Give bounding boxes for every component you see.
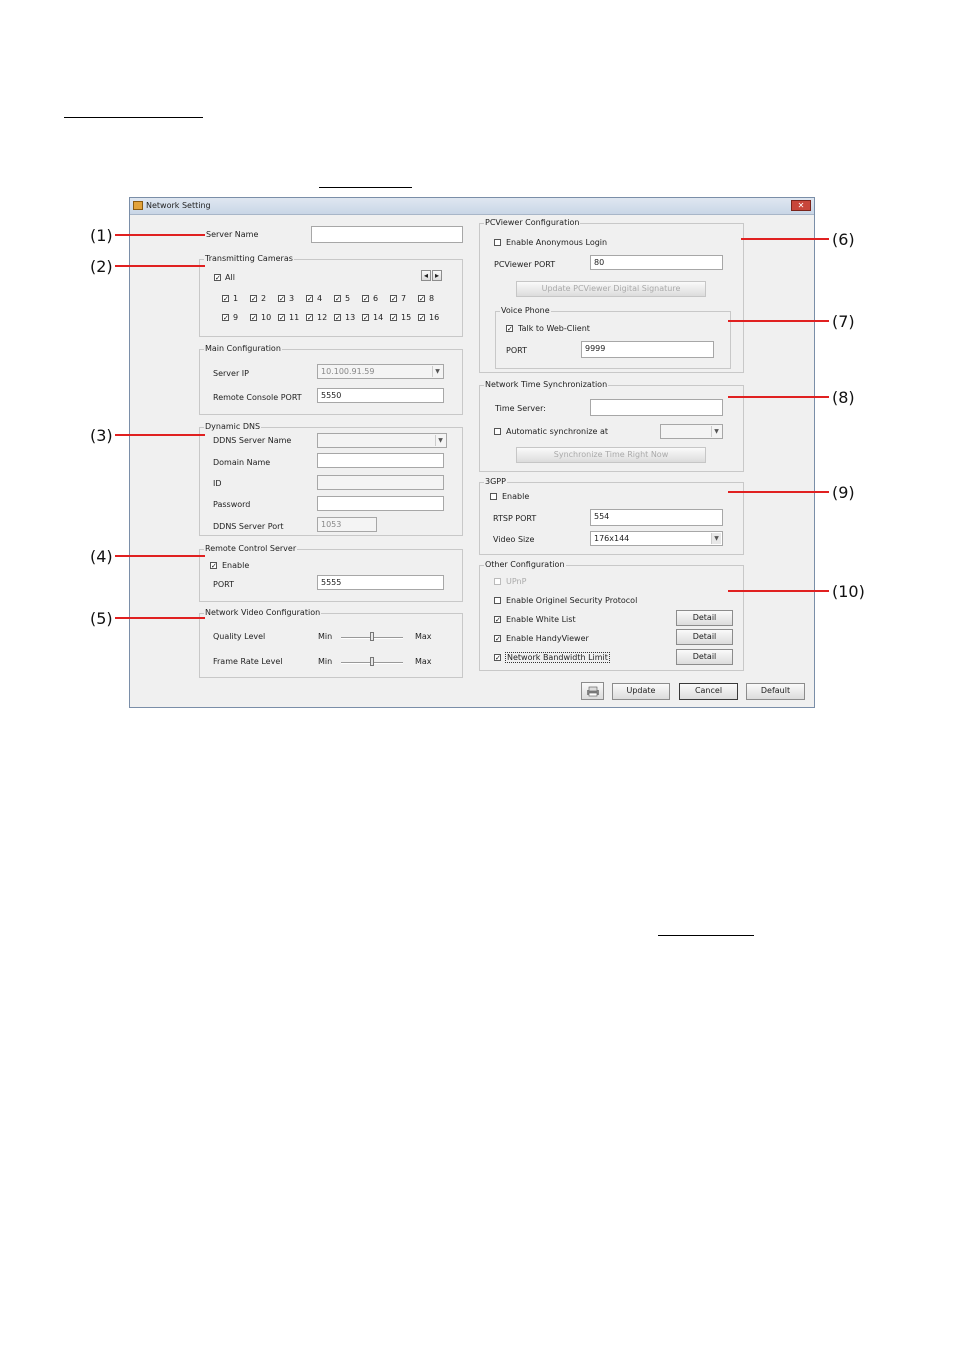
- upnp-checkbox: [494, 578, 501, 585]
- video-size-dropdown[interactable]: [590, 531, 723, 546]
- camera-label: 14: [373, 313, 384, 322]
- bandwidth-limit-checkbox[interactable]: [494, 654, 501, 661]
- other-configuration-group: [479, 560, 744, 671]
- ddns-server-port-input[interactable]: 1053: [317, 517, 377, 532]
- chevron-down-icon: ▼: [711, 426, 721, 437]
- domain-name-input[interactable]: [317, 453, 444, 468]
- network-time-sync-title: Network Time Synchronization: [485, 380, 608, 389]
- callout-label-4: (4): [90, 547, 113, 566]
- dynamic-dns-title: Dynamic DNS: [205, 422, 261, 431]
- network-video-configuration-title: Network Video Configuration: [205, 608, 321, 617]
- camera-label: 10: [261, 313, 272, 322]
- callout-label-10: (10): [832, 582, 865, 601]
- callout-line-3: [115, 434, 205, 436]
- ddns-server-name-label: DDNS Server Name: [213, 436, 292, 445]
- printer-icon: [586, 686, 600, 697]
- callout-line-6: [741, 238, 829, 240]
- white-list-checkbox[interactable]: [494, 616, 501, 623]
- camera-checkbox[interactable]: [334, 295, 341, 302]
- camera-checkbox[interactable]: [390, 314, 397, 321]
- pcviewer-configuration-title: PCViewer Configuration: [485, 218, 580, 227]
- callout-line-4: [115, 555, 205, 557]
- main-configuration-title: Main Configuration: [205, 344, 281, 353]
- other-configuration-title: Other Configuration: [485, 560, 565, 569]
- remote-control-server-title: Remote Control Server: [205, 544, 297, 553]
- camera-checkbox[interactable]: [418, 295, 425, 302]
- handyviewer-label: Enable HandyViewer: [506, 634, 589, 643]
- auto-synchronize-label: Automatic synchronize at: [506, 427, 609, 436]
- camera-checkbox[interactable]: [306, 314, 313, 321]
- framerate-max-label: Max: [415, 657, 432, 666]
- pcviewer-port-input[interactable]: 80: [590, 255, 723, 270]
- callout-label-6: (6): [832, 230, 855, 249]
- ddns-server-name-dropdown[interactable]: [317, 433, 447, 448]
- heading-underline: [64, 117, 203, 118]
- 3gpp-title: 3GPP: [485, 477, 506, 486]
- camera-checkbox[interactable]: [222, 295, 229, 302]
- 3gpp-enable-label: Enable: [502, 492, 530, 501]
- anonymous-login-label: Enable Anonymous Login: [506, 238, 608, 247]
- pcviewer-configuration-group: [479, 218, 744, 373]
- camera-label: 11: [289, 313, 300, 322]
- ddns-id-label: ID: [213, 479, 222, 488]
- server-ip-dropdown[interactable]: [317, 364, 444, 379]
- chevron-down-icon: ▼: [711, 533, 721, 544]
- callout-line-2: [115, 265, 205, 267]
- rtsp-port-label: RTSP PORT: [493, 514, 537, 523]
- talk-to-web-client-label: Talk to Web-Client: [518, 324, 590, 333]
- video-size-value: 176x144: [594, 534, 630, 543]
- camera-prev-button[interactable]: ◂: [421, 270, 431, 281]
- domain-name-label: Domain Name: [213, 458, 271, 467]
- remote-control-port-label: PORT: [213, 580, 234, 589]
- ddns-server-port-label: DDNS Server Port: [213, 522, 284, 531]
- camera-label: 9: [233, 313, 239, 322]
- camera-checkbox[interactable]: [306, 295, 313, 302]
- callout-line-8: [728, 396, 829, 398]
- callout-line-9: [728, 491, 829, 493]
- network-time-sync-group: [479, 380, 744, 472]
- camera-label: 8: [429, 294, 435, 303]
- voice-phone-port-label: PORT: [506, 346, 527, 355]
- voice-phone-title: Voice Phone: [501, 306, 550, 315]
- camera-label: 2: [261, 294, 267, 303]
- security-protocol-label: Enable Originel Security Protocol: [506, 596, 638, 605]
- server-ip-value: 10.100.91.59: [321, 367, 375, 376]
- server-name-label: Server Name: [206, 230, 259, 239]
- camera-checkbox[interactable]: [278, 314, 285, 321]
- callout-label-2: (2): [90, 257, 113, 276]
- 3gpp-group: [479, 477, 744, 555]
- white-list-detail-button[interactable]: Detail: [676, 610, 733, 626]
- camera-checkbox[interactable]: [362, 314, 369, 321]
- main-configuration-group: [199, 344, 463, 415]
- security-protocol-checkbox[interactable]: [494, 597, 501, 604]
- synchronize-now-button[interactable]: Synchronize Time Right Now: [516, 447, 706, 463]
- upnp-label: UPnP: [506, 577, 527, 586]
- default-button[interactable]: Default: [746, 683, 805, 700]
- update-button[interactable]: Update: [612, 683, 670, 700]
- ddns-password-label: Password: [213, 500, 251, 509]
- camera-checkbox[interactable]: [390, 295, 397, 302]
- bandwidth-limit-detail-button[interactable]: Detail: [676, 649, 733, 665]
- callout-line-10: [728, 590, 829, 592]
- quality-slider-thumb[interactable]: [370, 632, 374, 641]
- chevron-down-icon: ▼: [432, 366, 442, 377]
- auto-synchronize-checkbox[interactable]: [494, 428, 501, 435]
- camera-label: 13: [345, 313, 356, 322]
- pcviewer-port-label: PCViewer PORT: [494, 260, 556, 269]
- camera-label: 1: [233, 294, 239, 303]
- remote-control-enable-label: Enable: [222, 561, 250, 570]
- app-icon: [133, 201, 143, 210]
- camera-label: 3: [289, 294, 295, 303]
- camera-label: 12: [317, 313, 328, 322]
- callout-label-7: (7): [832, 312, 855, 331]
- server-name-input[interactable]: [311, 226, 463, 243]
- window-title: Network Setting: [146, 201, 211, 210]
- anonymous-login-checkbox[interactable]: [494, 239, 501, 246]
- camera-checkbox[interactable]: [222, 314, 229, 321]
- camera-checkbox[interactable]: [418, 314, 425, 321]
- white-list-label: Enable White List: [506, 615, 576, 624]
- rtsp-port-input[interactable]: 554: [590, 509, 723, 526]
- voice-phone-group: [495, 306, 731, 369]
- ddns-id-input[interactable]: [317, 475, 444, 490]
- remote-control-server-group: [199, 544, 463, 602]
- camera-label: 5: [345, 294, 351, 303]
- chevron-down-icon: ▼: [435, 435, 445, 446]
- framerate-slider-thumb[interactable]: [370, 657, 374, 666]
- update-digital-signature-button[interactable]: Update PCViewer Digital Signature: [516, 281, 706, 297]
- network-video-configuration-group: [199, 608, 463, 678]
- cancel-button[interactable]: Cancel: [679, 683, 738, 700]
- link-underline-top[interactable]: [319, 187, 412, 188]
- remote-control-port-input[interactable]: 5555: [317, 575, 444, 590]
- callout-line-1: [115, 234, 205, 236]
- camera-label: 4: [317, 294, 323, 303]
- camera-checkbox[interactable]: [334, 314, 341, 321]
- camera-checkbox[interactable]: [362, 295, 369, 302]
- handyviewer-checkbox[interactable]: [494, 635, 501, 642]
- camera-next-button[interactable]: ▸: [432, 270, 442, 281]
- auto-sync-time-dropdown[interactable]: [660, 424, 723, 439]
- 3gpp-enable-checkbox[interactable]: [490, 493, 497, 500]
- framerate-min-label: Min: [318, 657, 333, 666]
- quality-max-label: Max: [415, 632, 432, 641]
- frame-rate-level-label: Frame Rate Level: [213, 657, 283, 666]
- camera-label: 7: [401, 294, 407, 303]
- voice-phone-port-input[interactable]: 9999: [581, 341, 714, 358]
- camera-checkbox[interactable]: [278, 295, 285, 302]
- quality-level-label: Quality Level: [213, 632, 266, 641]
- callout-label-9: (9): [832, 483, 855, 502]
- callout-line-5: [115, 617, 205, 619]
- remote-console-port-label: Remote Console PORT: [213, 393, 302, 402]
- camera-label: 16: [429, 313, 440, 322]
- transmitting-cameras-group: [199, 254, 463, 337]
- callout-line-7: [728, 320, 829, 322]
- link-underline-bottom[interactable]: [658, 935, 754, 936]
- bandwidth-limit-label: Network Bandwidth Limit: [507, 653, 608, 662]
- talk-to-web-client-checkbox[interactable]: [506, 325, 513, 332]
- handyviewer-detail-button[interactable]: Detail: [676, 629, 733, 645]
- callout-label-8: (8): [832, 388, 855, 407]
- all-cameras-label: All: [225, 273, 235, 282]
- callout-label-5: (5): [90, 609, 113, 628]
- video-size-label: Video Size: [493, 535, 535, 544]
- camera-label: 15: [401, 313, 412, 322]
- network-setting-window: [129, 197, 815, 708]
- ddns-password-input[interactable]: [317, 496, 444, 511]
- camera-checkbox[interactable]: [250, 314, 257, 321]
- close-button[interactable]: ✕: [791, 200, 811, 211]
- title-bar[interactable]: [130, 198, 814, 215]
- remote-console-port-input[interactable]: 5550: [317, 388, 444, 403]
- camera-label: 6: [373, 294, 379, 303]
- time-server-input[interactable]: [590, 399, 723, 416]
- transmitting-cameras-title: Transmitting Cameras: [205, 254, 293, 263]
- camera-checkbox[interactable]: [250, 295, 257, 302]
- remote-control-enable-checkbox[interactable]: [210, 562, 217, 569]
- save-icon-button[interactable]: [581, 682, 604, 700]
- dynamic-dns-group: [199, 422, 463, 536]
- server-ip-label: Server IP: [213, 369, 249, 378]
- all-cameras-checkbox[interactable]: [214, 274, 221, 281]
- time-server-label: Time Server:: [495, 404, 546, 413]
- quality-min-label: Min: [318, 632, 333, 641]
- callout-label-1: (1): [90, 226, 113, 245]
- callout-label-3: (3): [90, 426, 113, 445]
